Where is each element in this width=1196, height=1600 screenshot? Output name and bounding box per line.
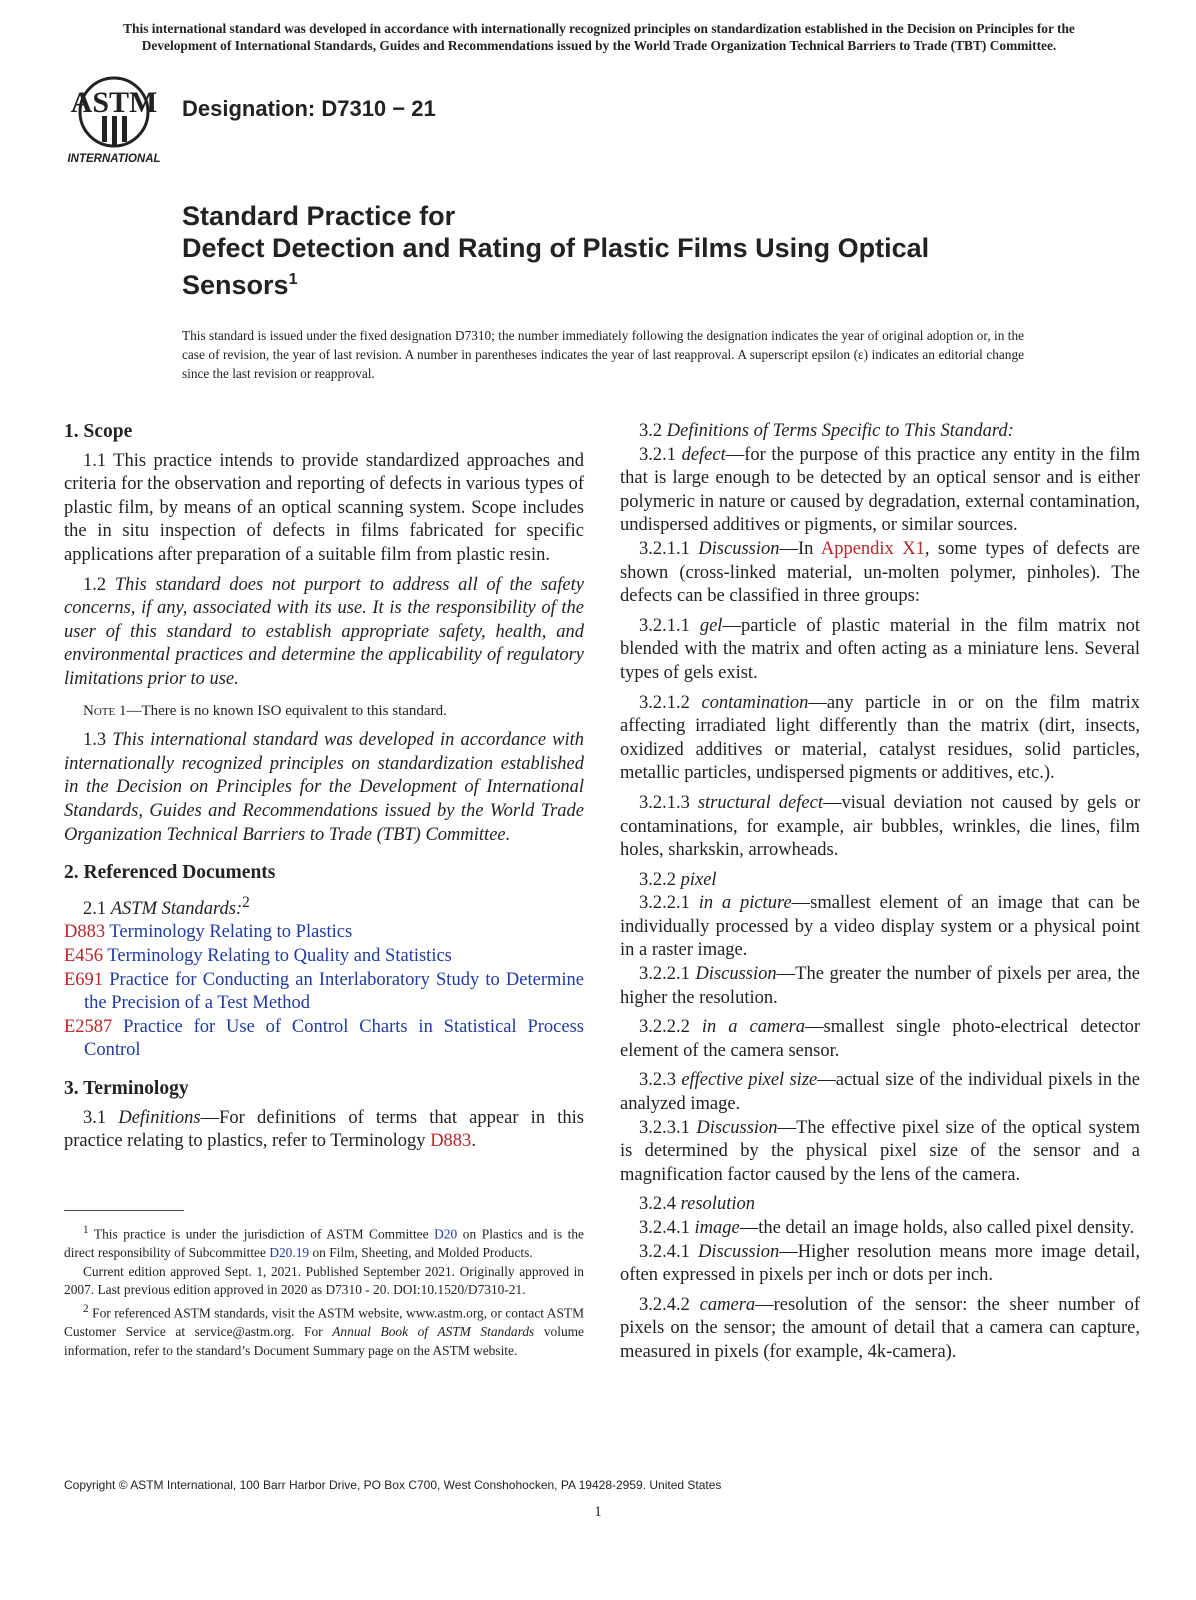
paragraph-3-2-4-1-discussion: 3.2.4.1 Discussion—Higher resolution means more image detail, often expressed in pixels per inch or dots per inch. xyxy=(620,1241,1141,1286)
link-d20[interactable]: D20 xyxy=(434,1226,458,1242)
note-1: Note 1—There is no known ISO equivalent to this standard. xyxy=(83,702,447,719)
footnote-1: $^1$ This practice is under the jurisdiction of ASTM Committee D20 on Plastics and is the direct responsibility of Subcommittee D20.19 on Film, Sheeting, and Molded Products. xyxy=(64,1224,584,1261)
link-d20-19[interactable]: D20.19 xyxy=(269,1245,310,1261)
copyright-footer: Copyright © ASTM International, 100 Barr Harbor Drive, PO Box C700, West Conshohocken, PA 19428-2959. United States xyxy=(64,1478,722,1492)
section-referenced-documents-heading: 2. Referenced Documents xyxy=(64,862,276,884)
paragraph-3-2-2-2: 3.2.2.2 in a camera—smallest single photo-electrical detector element of the camera sensor. xyxy=(620,1017,1141,1061)
issue-note: This standard is issued under the fixed designation D7310; the number immediately following the designation indicates the year of original adoption or, in the case of revision, the year of last revision. A number in parentheses indicates the year of last reapproval. A superscript epsilon (ε) indicates an editorial change since the last revision or reapproval. xyxy=(182,328,1024,381)
top-notice xyxy=(62,20,1136,54)
paragraph-3-2-4: 3.2.4 resolution xyxy=(639,1194,755,1215)
left-column xyxy=(64,420,584,1154)
paragraph-3-1: 3.1 Definitions—For definitions of terms that appear in this practice relating to plastics, refer to Terminology D883. xyxy=(64,1107,585,1152)
astm-logo xyxy=(66,72,170,168)
paragraph-3-2-2: 3.2.2 pixel xyxy=(639,869,717,890)
document-title xyxy=(182,200,1082,301)
paragraph-1-2: 1.2 This standard does not purport to address all of the safety concerns, if any, associated with its use. It is the responsibility of the user of this standard to establish appropriate safety, health, and environmental practices and determine the applicability of regulatory limitations prior to use. xyxy=(64,574,584,689)
title-footnote-marker: 1 xyxy=(288,271,298,288)
paragraph-3-2-1-2: 3.2.1.2 contamination—any particle in or on the film matrix affecting irradiated light differently than the matrix (dirt, insects, oxidized additives or material, catalyst residues, solid particles, metallic particles, undispersed pigments or additives, etc.). xyxy=(620,692,1141,784)
logo-wordmark: ASTM xyxy=(70,86,158,119)
reference-e2587[interactable]: E2587 Practice for Use of Control Charts in Statistical Process Control xyxy=(64,1016,585,1061)
link-appendix-x1[interactable]: Appendix X1 xyxy=(820,538,925,559)
footnotes xyxy=(64,1221,584,1360)
paragraph-1-1: 1.1 This practice intends to provide standardized approaches and criteria for the observation and reporting of defects in various types of plastic film, by means of an optical scanning system. Scope includes the in situ inspection of defects in films fabricated for specific applications after preparation of a suitable film from plastic resin. xyxy=(64,450,584,565)
reference-e691[interactable]: E691 Practice for Conducting an Interlaboratory Study to Determine the Precision of a Test Method xyxy=(64,969,585,1014)
section-terminology-heading: 3. Terminology xyxy=(64,1078,189,1099)
paragraph-3-2-4-2: 3.2.4.2 camera—resolution of the sensor: the sheer number of pixels on the sensor; the amount of detail that a camera can capture, measured in pixels (for example, 4k-camera). xyxy=(620,1294,1140,1362)
title-line-1: Standard Practice for xyxy=(182,201,456,231)
paragraph-3-2-2-1-discussion: 3.2.2.1 Discussion—The greater the number of pixels per area, the higher the resolution. xyxy=(620,964,1141,1008)
paragraph-3-2-3: 3.2.3 effective pixel size—actual size of the individual pixels in the analyzed image. xyxy=(620,1070,1141,1115)
title-line-2: Defect Detection and Rating of Plastic Films Using Optical xyxy=(182,233,930,263)
top-notice-line-2: Development of International Standards, Guides and Recommendations issued by the World Trade Organization Technical Barriers to Trade (TBT) Committee. xyxy=(141,38,1057,53)
reference-d883[interactable]: D883 Terminology Relating to Plastics xyxy=(64,922,353,943)
paragraph-3-2-1-1-gel: 3.2.1.1 gel—particle of plastic material in the film matrix not blended with the matrix and often acting as a miniature lens. Several types of gels exist. xyxy=(620,615,1141,683)
page-number: 1 xyxy=(594,1504,602,1520)
designation: Designation: D7310 − 21 xyxy=(182,96,436,121)
paragraph-2-1: 2.1 ASTM Standards:$^2$ xyxy=(83,893,250,919)
footnote-2: $^2$ For referenced ASTM standards, visit the ASTM website, www.astm.org, or contact ASTM Customer Service at service@astm.org. For Annual Book of ASTM Standards volume information, refer to the standard’s Document Summary page on the ASTM website. xyxy=(64,1302,584,1358)
paragraph-3-2-1: 3.2.1 defect—for the purpose of this practice any entity in the film that is large enough to be detected by an optical sensor and is either polymeric in nature or caused by degradation, external contamination, undispersed additives or pigments, or similar sources. xyxy=(620,444,1140,536)
title-line-3: Sensors$^1$ xyxy=(182,270,298,300)
paragraph-3-2: 3.2 Definitions of Terms Specific to This Standard: xyxy=(639,421,1014,441)
section-scope-heading: 1. Scope xyxy=(64,421,133,442)
footnote-divider xyxy=(64,1210,184,1211)
top-notice-line-1: This international standard was developed in accordance with internationally recognized principles on standardization established in the Decision on Principles for the xyxy=(123,21,1075,36)
paragraph-3-2-1-1: 3.2.1.1 Discussion—In Appendix X1, some types of defects are shown (cross-linked material, un-molten polymer, pinholes). The defects can be classified in three groups: xyxy=(620,538,1141,607)
reference-e456[interactable]: E456 Terminology Relating to Quality and Statistics xyxy=(64,946,452,967)
footnote-1-edition: Current edition approved Sept. 1, 2021. Published September 2021. Originally approved in 2007. Last previous edition approved in 2020 as D7310 - 20. DOI:10.1520/D7310-21. xyxy=(64,1263,584,1298)
paragraph-3-2-1-3: 3.2.1.3 structural defect—visual deviation not caused by gels or contaminations, for example, air bubbles, wrinkles, die lines, film holes, sharkskin, arrowheads. xyxy=(620,792,1140,861)
paragraph-3-2-3-1: 3.2.3.1 Discussion—The effective pixel size of the optical system is determined by the physical pixel size of the sensor and a magnification factor caused by the lens of the camera. xyxy=(620,1117,1141,1185)
right-column xyxy=(620,420,1140,1365)
logo-subtext: INTERNATIONAL xyxy=(67,153,161,165)
paragraph-3-2-2-1: 3.2.2.1 in a picture—smallest element of an image that can be individually processed by a video display system or a physical point in a raster image. xyxy=(620,893,1140,961)
paragraph-1-3: 1.3 This international standard was developed in accordance with internationally recognized principles on standardization established in the Decision on Principles for the Development of International Standards, Guides and Recommendations issued by the World Trade Organization Technical Barriers to Trade (TBT) Committee. xyxy=(64,730,585,845)
link-d883[interactable]: D883 xyxy=(430,1131,472,1152)
paragraph-3-2-4-1: 3.2.4.1 image—the detail an image holds, also called pixel density. xyxy=(639,1218,1135,1238)
